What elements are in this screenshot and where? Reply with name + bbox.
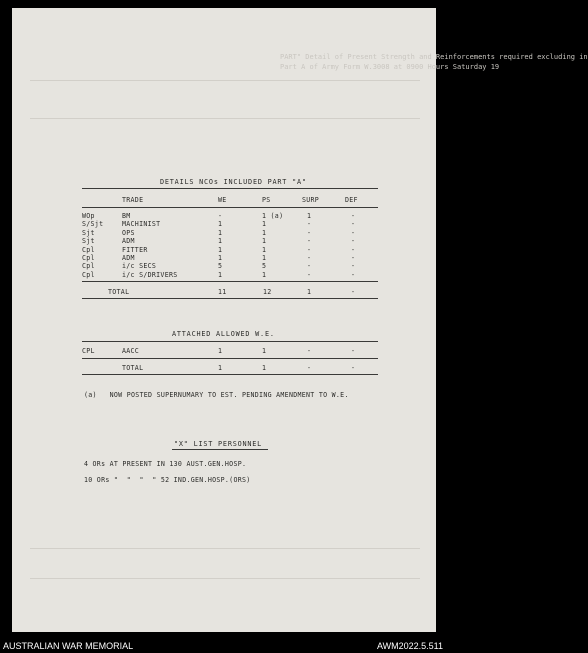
part-a-cell-trade: ADM (122, 254, 135, 262)
rule (82, 281, 378, 282)
part-a-cell-we: - (218, 212, 223, 220)
part-a-cell-trade: ADM (122, 237, 135, 246)
ghost-heading-line-2: Part A of Army Form W.3008 at 0900 Hours Saturday 19 (280, 63, 500, 71)
part-a-cell-surp: - (307, 262, 312, 271)
part-a-cell-we: 1 (218, 254, 223, 262)
part-a-cell-surp: - (307, 245, 312, 254)
part-a-cell-ps: 5 (262, 262, 267, 271)
part-a-cell-rank: Cpl (82, 254, 95, 262)
attached-cell-ps: 1 (262, 347, 267, 355)
part-a-cell-rank: WOp (82, 212, 95, 220)
ghost-rule (30, 118, 420, 119)
part-a-cell-ps: 1 (262, 270, 267, 279)
part-a-cell-we: 1 (218, 220, 223, 229)
part-a-cell-rank: S/Sjt (82, 220, 104, 229)
col-header-we: WE (218, 196, 227, 204)
part-a-cell-def: - (351, 245, 356, 254)
x-list-line-2: 10 ORs " " " " 52 IND.GEN.HOSP.(ORS) (84, 476, 251, 484)
x-list-line-1: 4 ORs AT PRESENT IN 130 AUST.GEN.HOSP. (84, 460, 247, 468)
attached-title: ATTACHED ALLOWED W.E. (172, 330, 275, 338)
part-a-title: DETAILS NCOs INCLUDED PART "A" (160, 178, 307, 186)
rule (82, 341, 378, 342)
part-a-cell-rank: Cpl (82, 262, 95, 271)
part-a-cell-ps: 1 (262, 237, 267, 246)
part-a-cell-trade: OPS (122, 228, 135, 237)
archive-footer (0, 637, 447, 653)
attached-cell-trade: AACC (122, 347, 140, 355)
part-a-cell-rank: Sjt (82, 228, 95, 237)
part-a-cell-surp: - (307, 237, 312, 246)
part-a-cell-ps: 1 (262, 254, 267, 262)
part-a-cell-surp: 1 (307, 212, 312, 220)
part-a-cell-trade: i/c SECS (122, 262, 157, 271)
part-a-cell-surp: - (307, 220, 312, 229)
part-a-cell-rank: Cpl (82, 270, 95, 279)
part-a-cell-def: - (351, 228, 356, 237)
attached-total-ps: 1 (262, 364, 267, 372)
part-a-cell-ps: 1 (262, 220, 267, 229)
attached-total-surp: - (307, 364, 312, 372)
part-a-cell-we: 1 (218, 237, 223, 246)
part-a-cell-ps: 1 (a) (262, 212, 284, 220)
part-a-total-def: - (351, 288, 356, 296)
part-a-cell-trade: MACHINIST (122, 220, 161, 229)
archive-name: AUSTRALIAN WAR MEMORIAL (3, 641, 134, 651)
attached-total-def: - (351, 364, 356, 372)
part-a-cell-trade: i/c S/DRIVERS (122, 270, 178, 279)
attached-cell-rank: CPL (82, 347, 95, 355)
part-a-cell-def: - (351, 262, 356, 271)
rule (82, 358, 378, 359)
part-a-cell-ps: 1 (262, 245, 267, 254)
part-a-cell-trade: BM (122, 212, 131, 220)
archive-reference: AWM2022.5.511 (376, 641, 443, 651)
part-a-cell-surp: - (307, 270, 312, 279)
attached-cell-def: - (351, 347, 356, 355)
part-a-cell-surp: - (307, 228, 312, 237)
col-header-trade: TRADE (122, 196, 144, 204)
part-a-cell-surp: - (307, 254, 312, 262)
part-a-total-label: TOTAL (108, 288, 130, 296)
rule (82, 298, 378, 299)
ghost-rule (30, 80, 420, 81)
rule (82, 207, 378, 208)
title-underline (172, 449, 268, 450)
part-a-cell-def: - (351, 212, 356, 220)
x-list-title: "X" LIST PERSONNEL (174, 440, 263, 448)
rule (82, 188, 378, 189)
attached-cell-surp: - (307, 347, 312, 355)
part-a-cell-def: - (351, 220, 356, 229)
attached-cell-we: 1 (218, 347, 223, 355)
part-a-cell-def: - (351, 237, 356, 246)
part-a-cell-rank: Sjt (82, 237, 95, 246)
attached-total-label: TOTAL (122, 364, 144, 372)
part-a-cell-we: 5 (218, 262, 223, 271)
part-a-cell-we: 1 (218, 245, 223, 254)
attached-total-we: 1 (218, 364, 223, 372)
part-a-cell-def: - (351, 270, 356, 279)
part-a-cell-ps: 1 (262, 228, 267, 237)
part-a-total-ps: 12 (263, 288, 272, 296)
ghost-rule (30, 548, 420, 549)
ghost-rule (30, 578, 420, 579)
part-a-total-surp: 1 (307, 288, 312, 296)
footnote-a: (a) NOW POSTED SUPERNUMARY TO EST. PENDING AMENDMENT TO W.E. (84, 391, 349, 399)
document-page (12, 8, 588, 632)
part-a-cell-we: 1 (218, 270, 223, 279)
col-header-surp: SURP (302, 196, 320, 204)
part-a-cell-def: - (351, 254, 356, 262)
part-a-total-we: 11 (218, 288, 227, 296)
ghost-heading-line-1: PART" Detail of Present Strength and Reinforcements required excluding in (280, 53, 588, 61)
rule (82, 374, 378, 375)
col-header-def: DEF (345, 196, 358, 204)
col-header-ps: PS (262, 196, 271, 204)
part-a-cell-rank: Cpl (82, 245, 95, 254)
part-a-cell-we: 1 (218, 228, 223, 237)
part-a-cell-trade: FITTER (122, 245, 148, 254)
